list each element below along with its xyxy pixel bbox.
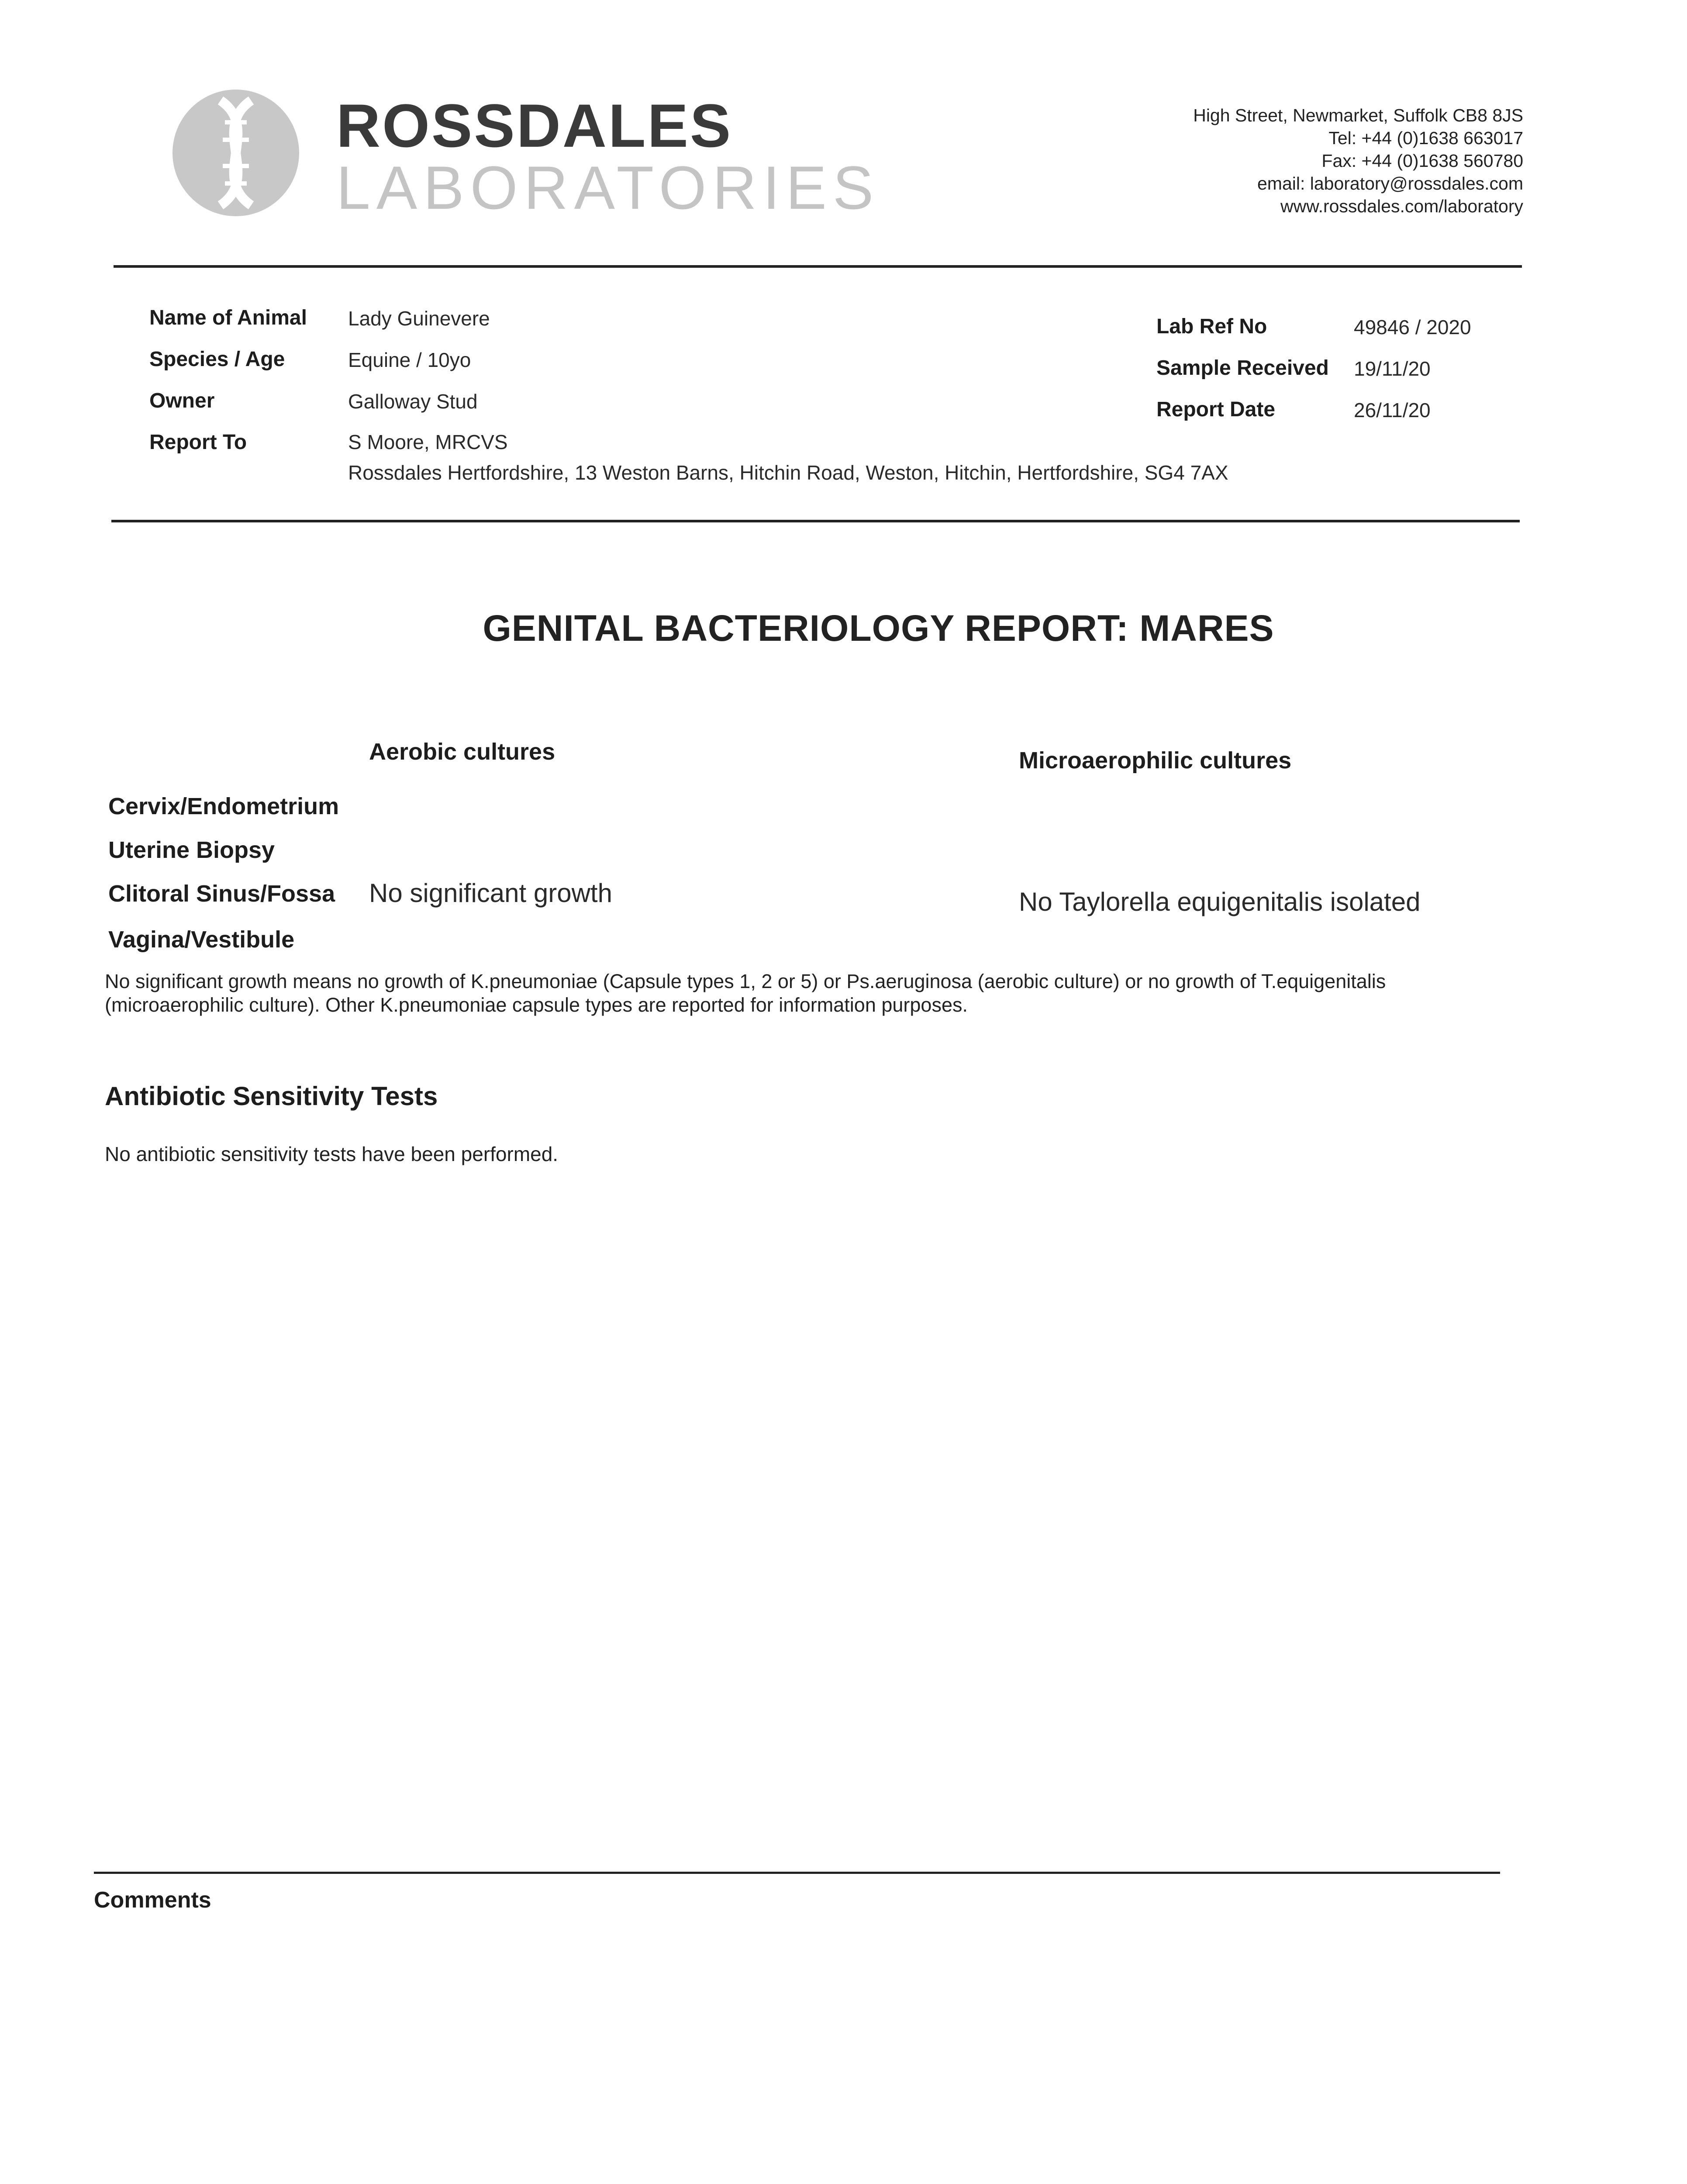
report-date-value: 26/11/20 <box>1354 399 1431 422</box>
species-value: Equine / 10yo <box>348 349 471 371</box>
comments-label: Comments <box>94 1887 211 1913</box>
lab-ref-label: Lab Ref No <box>1156 315 1267 338</box>
lab-ref-value: 49846 / 2020 <box>1354 316 1471 339</box>
lab-address-block <box>1193 104 1523 218</box>
aerobic-result: No significant growth <box>369 878 612 908</box>
note-line-2: (microaerophilic culture). Other K.pneumoniae capsule types are reported for information purposes. <box>105 994 968 1016</box>
address-tel: Tel: +44 (0)1638 663017 <box>1328 128 1523 148</box>
note-line-1: No significant growth means no growth of K.pneumoniae (Capsule types 1, 2 or 5) or Ps.aeruginosa (aerobic culture) or no growth of T.equigenitalis <box>105 970 1386 992</box>
dna-logo-icon <box>170 87 301 218</box>
site-clitoral: Clitoral Sinus/Fossa <box>108 881 335 907</box>
microaerophilic-heading: Microaerophilic cultures <box>1019 747 1292 774</box>
site-uterine-biopsy: Uterine Biopsy <box>108 837 275 863</box>
comments-divider <box>94 1872 1500 1874</box>
microaerophilic-result: No Taylorella equigenitalis isolated <box>1019 887 1421 916</box>
owner-value: Galloway Stud <box>348 390 478 413</box>
address-website: www.rossdales.com/laboratory <box>1280 196 1523 216</box>
aerobic-heading: Aerobic cultures <box>369 739 555 765</box>
report-title <box>0 607 1687 650</box>
sample-received-label: Sample Received <box>1156 356 1329 380</box>
info-divider <box>111 520 1520 522</box>
logo-wordmark-bottom: LABORATORIES <box>336 153 880 222</box>
sample-received-value: 19/11/20 <box>1354 357 1431 380</box>
antibiotic-text: No antibiotic sensitivity tests have been performed. <box>105 1143 559 1165</box>
report-to-address: Rossdales Hertfordshire, 13 Weston Barns, Hitchin Road, Weston, Hitchin, Hertfordshire, SG4 7AX <box>348 461 1228 484</box>
address-fax: Fax: +44 (0)1638 560780 <box>1321 151 1523 171</box>
logo-wordmark-top: ROSSDALES <box>336 91 733 160</box>
name-value: Lady Guinevere <box>348 307 490 330</box>
header-divider <box>114 265 1522 268</box>
site-cervix: Cervix/Endometrium <box>108 793 339 819</box>
site-vagina: Vagina/Vestibule <box>108 926 295 953</box>
address-street: High Street, Newmarket, Suffolk CB8 8JS <box>1193 105 1523 125</box>
report-to-value: S Moore, MRCVS <box>348 431 508 453</box>
report-title-text: GENITAL BACTERIOLOGY REPORT: MARES <box>483 608 1274 649</box>
report-date-label: Report Date <box>1156 398 1276 421</box>
explanatory-note <box>105 970 1515 1017</box>
owner-label: Owner <box>149 389 215 412</box>
report-to-label: Report To <box>149 431 247 454</box>
address-email: email: laboratory@rossdales.com <box>1257 173 1523 194</box>
antibiotic-heading: Antibiotic Sensitivity Tests <box>105 1082 438 1111</box>
name-label: Name of Animal <box>149 306 307 329</box>
species-label: Species / Age <box>149 348 285 371</box>
